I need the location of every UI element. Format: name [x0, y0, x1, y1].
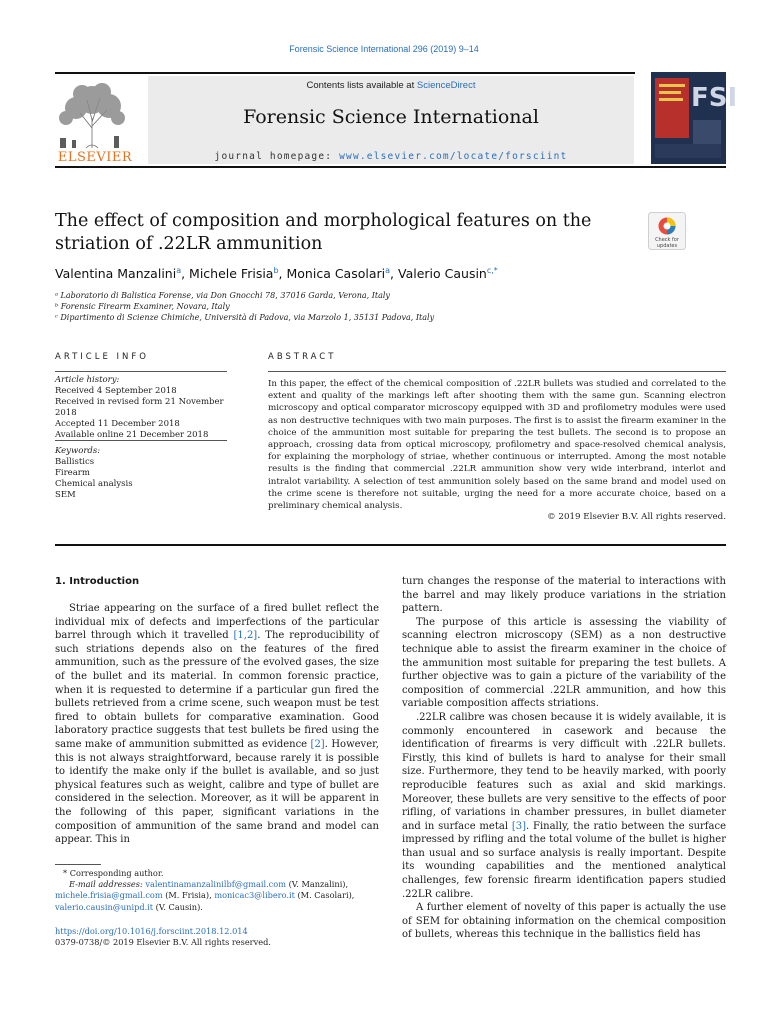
keywords-label: Keywords: [55, 446, 101, 456]
right-column [402, 575, 726, 942]
history-received: Received 4 September 2018 [55, 386, 177, 396]
svg-text:updates: updates [656, 243, 678, 249]
keywords-rule [55, 440, 227, 441]
email-line: valerio.causin@unipd.it (V. Causin). [55, 901, 203, 912]
publisher-wordmark: ELSEVIER [57, 150, 133, 165]
article-title: The effect of composition and morphological features on the striation of .22LR ammunition [55, 211, 592, 254]
issn-copyright: 0379-0738/© 2019 Elsevier B.V. All rights reserved. [55, 937, 271, 948]
intro-paragraph: turn changes the response of the material to interactions with the barrel and may likely produce variations in the striation pattern. [402, 576, 726, 615]
top-rule [55, 72, 635, 74]
keyword: Chemical analysis [55, 479, 133, 489]
journal-homepage [148, 151, 634, 162]
abstract-heading: ABSTRACT [268, 352, 337, 362]
history-online: Available online 21 December 2018 [55, 430, 209, 440]
intro-paragraph: The purpose of this article is assessing the viability of scanning electron microscopy (SEM) as a non destructive technique able to assist the firearm examiner in the choice of the ammunition most suitable for preparing the test bullets. A further objective was to gain a picture of the variability of the composition of commercial .22LR ammunition, and how this variable composition affects striations. [402, 616, 726, 710]
reference-link[interactable]: [3] [511, 820, 527, 832]
contents-line [148, 80, 634, 91]
doi-block [55, 926, 385, 948]
journal-cover-image[interactable] [651, 72, 738, 164]
header-rule [55, 166, 726, 168]
affiliation-c: ᶜ Dipartimento di Scienze Chimiche, Università di Padova, via Marzolo 1, 35131 Padova, Italy [55, 313, 435, 322]
article-info-rule [55, 371, 227, 372]
reference-link[interactable]: [1,2] [233, 630, 258, 642]
corresponding-author-footnote [55, 868, 385, 913]
footnote-rule [55, 864, 101, 865]
sciencedirect-link[interactable]: ScienceDirect [416, 80, 476, 91]
keyword: Firearm [55, 468, 90, 478]
affiliation-a: ᵃ Laboratorio di Balistica Forense, via Don Gnocchi 78, 37016 Garda, Verona, Italy [55, 291, 390, 300]
email-link[interactable]: michele.frisia@gmail.com [55, 890, 163, 901]
contents-prefix: Contents lists available at [306, 80, 417, 91]
intro-paragraph: Striae appearing on the surface of a fired bullet reflect the individual mix of defects and imperfections of the particular barrel through which it travelled [1,2]. The reproducibility of such striations depends also on the features of the fired ammunition, such as the pressure of the evolved gases, the size of the bullet and its material. In common forensic practice, when it is requested to determine if a particular gun fired the bullets retrieved from a crime scene, such weapon must be test fired to obtain bullets for comparative examination. Good laboratory practice suggests that test bullets be fired using the same make of ammunition submitted as evidence [2]. However, this is not always straightforward, because rarely it is possible to identify the make only if the bullet is available, and so just physical features such as weight, calibre and type of bullet are considered in the selection. Moreover, as it will be apparent in the following of this paper, significant variations in the composition of ammunition of the same brand and model can appear. This in [55, 603, 379, 846]
svg-text:Check for: Check for [655, 237, 679, 243]
email-link[interactable]: valerio.causin@unipd.it [55, 901, 154, 912]
abstract-rule [268, 371, 726, 372]
section-rule [55, 544, 726, 546]
author-list [55, 266, 695, 281]
reference-link[interactable]: [2] [310, 738, 325, 750]
email-link[interactable]: valentinamanzalinilbf@gmail.com [145, 879, 286, 890]
homepage-link[interactable]: www.elsevier.com/locate/forsciint [339, 151, 568, 162]
history-label: Article history: [55, 375, 120, 385]
left-column [55, 602, 379, 847]
author[interactable]: Monica Casolari$^a$, [286, 266, 398, 282]
doi-link[interactable]: https://doi.org/10.1016/j.forsciint.2018.12.014 [55, 926, 248, 936]
history-accepted: Accepted 11 December 2018 [55, 419, 180, 429]
author[interactable]: Valentina Manzalini$^a$, [55, 266, 190, 282]
keyword: SEM [55, 490, 76, 500]
keywords-block [55, 446, 230, 501]
homepage-prefix: journal homepage: [214, 151, 340, 162]
journal-citation[interactable]: Forensic Science International 296 (2019) 9–14 [289, 44, 479, 54]
email-link[interactable]: monicac3@libero.it [214, 890, 295, 901]
check-for-updates-icon[interactable] [648, 212, 686, 250]
section-heading-introduction: 1. Introduction [55, 576, 140, 587]
article-history [55, 375, 230, 441]
corresponding-line: * Corresponding author. [63, 868, 164, 878]
intro-paragraph: .22LR calibre was chosen because it is widely available, it is commonly encountered in casework and because the identification of firearms is very difficult with .22LR bullets. Firstly, this kind of bullets is hard to analyse for their small size. Furthermore, they tend to be heavily marked, with poorly reproducible features such as axial and skid markings. Moreover, these bullets are very sensitive to the effects of poor rifling, of variations in chamber pressures, in bullet diameter and in surface metal [3]. Finally, the ratio between the surface impressed by rifling and the total volume of the bullet is higher than usual and so surface analysis is really important. Despite its wounding capabilities and the mentioned analytical challenges, few forensic firearm identification papers studied .22LR calibre. [402, 711, 726, 900]
abstract-copyright: © 2019 Elsevier B.V. All rights reserved. [546, 512, 726, 522]
abstract-text: In this paper, the effect of the chemical composition of .22LR bullets was studied and correlated to the extent and quality of the markings left after shooting them with the same gun. Scanning electron microscopy and optical comparator microscopy equipped with 3D and profilometry modules were used as non destructive techniques with two main purposes. The first is to assist the firearm examiner in the choice of the ammunition most suitable for preparing the test bullets. The second is to propose an approach, crossing data from optical microscopy, profilometry and space-resolved chemical analysis, for explaining the morphology of striae, whether continuous or interrupted. Among the most notable results is the finding that commercial .22LR ammunition show very wide interbrand, interlot and intralot variability. A selection of test ammunition solely based on the same brand and model used on the crime scene is therefore not suitable, urging the need for a more accurate choice, based on a preliminary chemical analysis. [268, 379, 726, 512]
article-info-heading: ARTICLE INFO [55, 352, 149, 362]
journal-title: Forensic Science International [243, 106, 539, 128]
affiliation-b: ᵇ Forensic Firearm Examiner, Novara, Italy [55, 302, 230, 311]
keyword: Ballistics [55, 457, 95, 467]
author[interactable]: Valerio Causin$^{c,*}$ [398, 266, 498, 282]
email-line: michele.frisia@gmail.com (M. Frisia), monicac3@libero.it (M. Casolari), [55, 890, 355, 901]
author[interactable]: Michele Frisia$^b$, [189, 266, 287, 282]
intro-paragraph: A further element of novelty of this paper is actually the use of SEM for obtaining information on the chemical composition of bullets, whereas this technique in the ballistics field has [402, 902, 726, 941]
cover-label: FSI [691, 83, 738, 113]
email-line: E-mail addresses: valentinamanzalinilbf@gmail.com (V. Manzalini), [69, 879, 349, 890]
history-revised: Received in revised form 21 November 2018 [55, 397, 224, 418]
